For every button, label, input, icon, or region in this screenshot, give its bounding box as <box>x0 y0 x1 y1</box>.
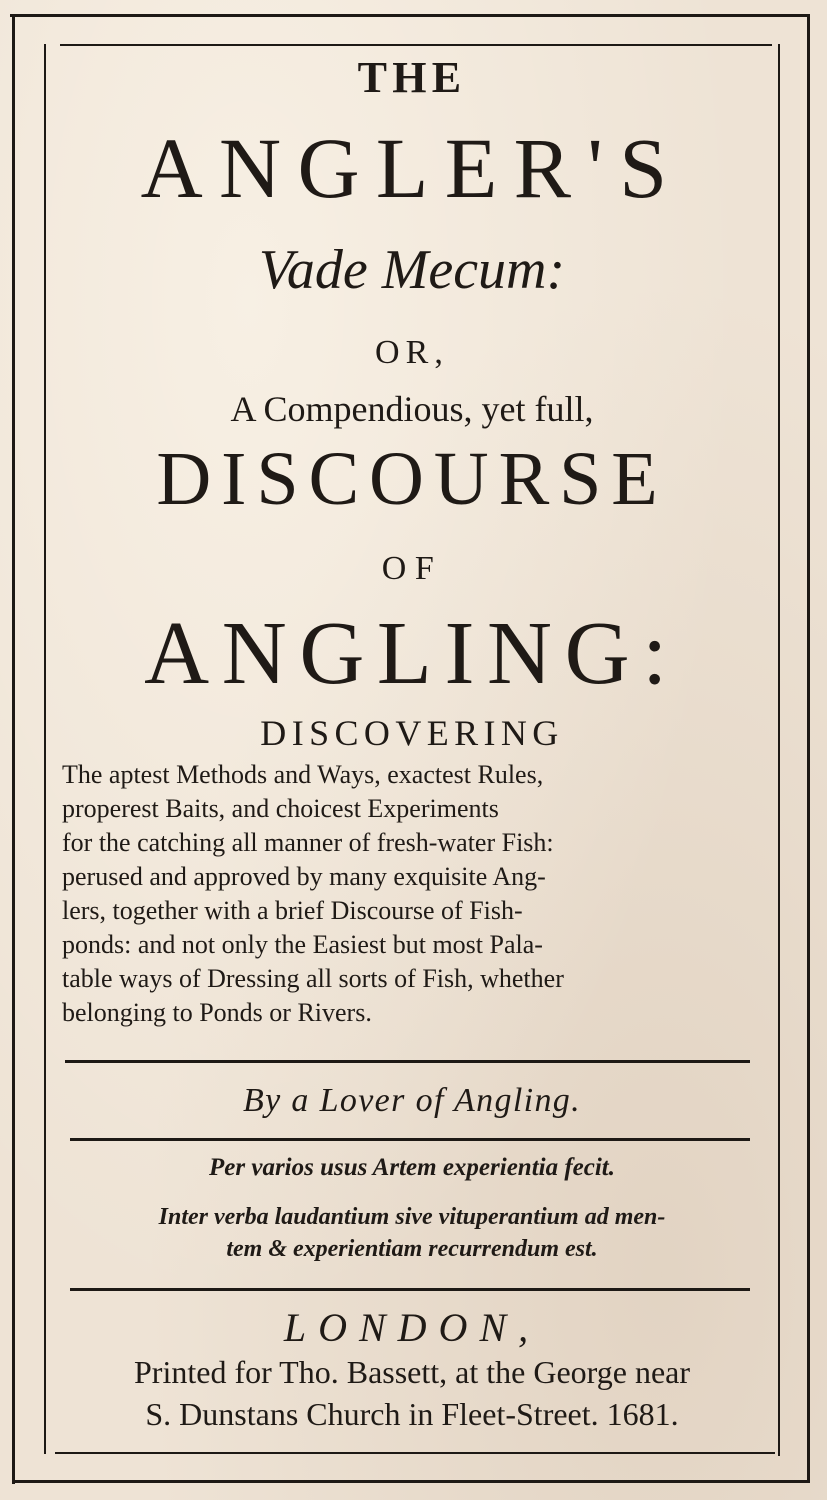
imprint-city: LONDON, <box>283 1305 541 1350</box>
description-line: The aptest Methods and Ways, exactest Rules, <box>62 760 544 789</box>
author-line: By a Lover of Angling. <box>242 1082 582 1119</box>
description-line: ponds: and not only the Easiest but most Pala- <box>62 930 543 959</box>
divider-rule <box>70 1138 750 1141</box>
title-the: THE <box>357 53 467 102</box>
title-of: OF <box>381 550 443 587</box>
title-anglers: ANGLER'S <box>140 120 684 216</box>
description-line: perused and approved by many exquisite Ang- <box>62 862 546 891</box>
left-border-inner <box>44 44 46 1454</box>
title-block <box>48 0 776 1500</box>
description-line: properest Baits, and choicest Experiments <box>62 794 499 823</box>
motto-second-line1: Inter verba laudantium sive vituperantium ad men- <box>158 1204 666 1230</box>
imprint-line2: S. Dunstans Church in Fleet-Street. 1681. <box>145 1396 679 1432</box>
description-line: for the catching all manner of fresh-water Fish: <box>62 828 554 857</box>
imprint-line1: Printed for Tho. Bassett, at the George near <box>134 1354 690 1390</box>
title-discourse: DISCOURSE <box>156 437 668 521</box>
right-border-inner <box>778 44 780 1456</box>
title-vade-mecum: Vade Mecum: <box>258 239 566 301</box>
title-compendious: A Compendious, yet full, <box>230 389 594 429</box>
motto-second-line2: tem & experientiam recurrendum est. <box>226 1236 598 1262</box>
divider-rule <box>65 1060 750 1063</box>
description-paragraph <box>62 758 762 1030</box>
divider-rule <box>70 1288 750 1291</box>
description-line: belonging to Ponds or Rivers. <box>62 998 372 1027</box>
title-or: OR, <box>374 334 450 371</box>
right-border-outer <box>807 14 810 1482</box>
description-line: lers, together with a brief Discourse of Fish- <box>62 896 523 925</box>
description-line: table ways of Dressing all sorts of Fish, whether <box>62 964 564 993</box>
left-border-outer <box>12 14 15 1484</box>
title-angling: ANGLING: <box>144 604 680 703</box>
motto-first: Per varios usus Artem experientia fecit. <box>209 1154 615 1181</box>
discovering-heading: DISCOVERING <box>260 713 564 753</box>
